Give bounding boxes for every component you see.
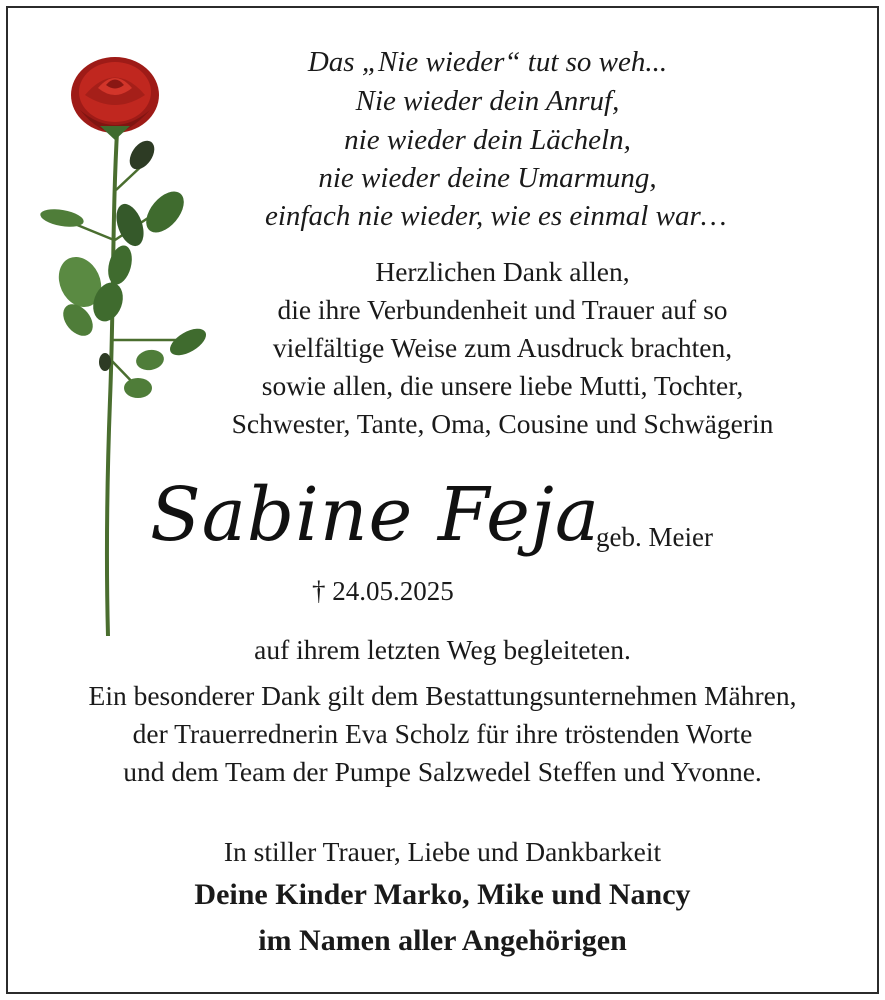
poem-line: Das „Nie wieder“ tut so weh... [307,46,668,78]
thanks-line: sowie allen, die unsere liebe Mutti, Tochter, [261,370,744,401]
thanks-line: Herzlichen Dank allen, [375,256,630,287]
poem-line: nie wieder deine Umarmung, [318,162,657,194]
deceased-name: Sabine Feja [150,472,600,558]
special-thanks-line: und dem Team der Pumpe Salzwedel Steffen und Yvonne. [123,756,762,787]
thanks-line: vielfältige Weise zum Ausdruck brachten, [272,332,733,363]
maiden-name: geb. Meier [596,522,713,552]
poem-line: einfach nie wieder, wie es einmal war… [265,200,727,232]
special-thanks-line: der Trauerrednerin Eva Scholz für ihre tröstenden Worte [132,718,753,749]
poem-line: nie wieder dein Lächeln, [344,124,631,156]
poem-line: Nie wieder dein Anruf, [355,85,620,117]
thanks-line: Schwester, Tante, Oma, Cousine und Schwägerin [231,408,774,439]
signature-line: im Namen aller Angehörigen [258,924,627,957]
thanks-line: die ihre Verbundenheit und Trauer auf so [277,294,728,325]
special-thanks-line: Ein besonderer Dank gilt dem Bestattungsunternehmen Mähren, [88,680,797,711]
farewell-line: auf ihrem letzten Weg begleiteten. [254,634,631,665]
death-date: † 24.05.2025 [312,576,454,606]
closing-line: In stiller Trauer, Liebe und Dankbarkeit [223,836,662,867]
signature-line: Deine Kinder Marko, Mike und Nancy [194,878,691,911]
